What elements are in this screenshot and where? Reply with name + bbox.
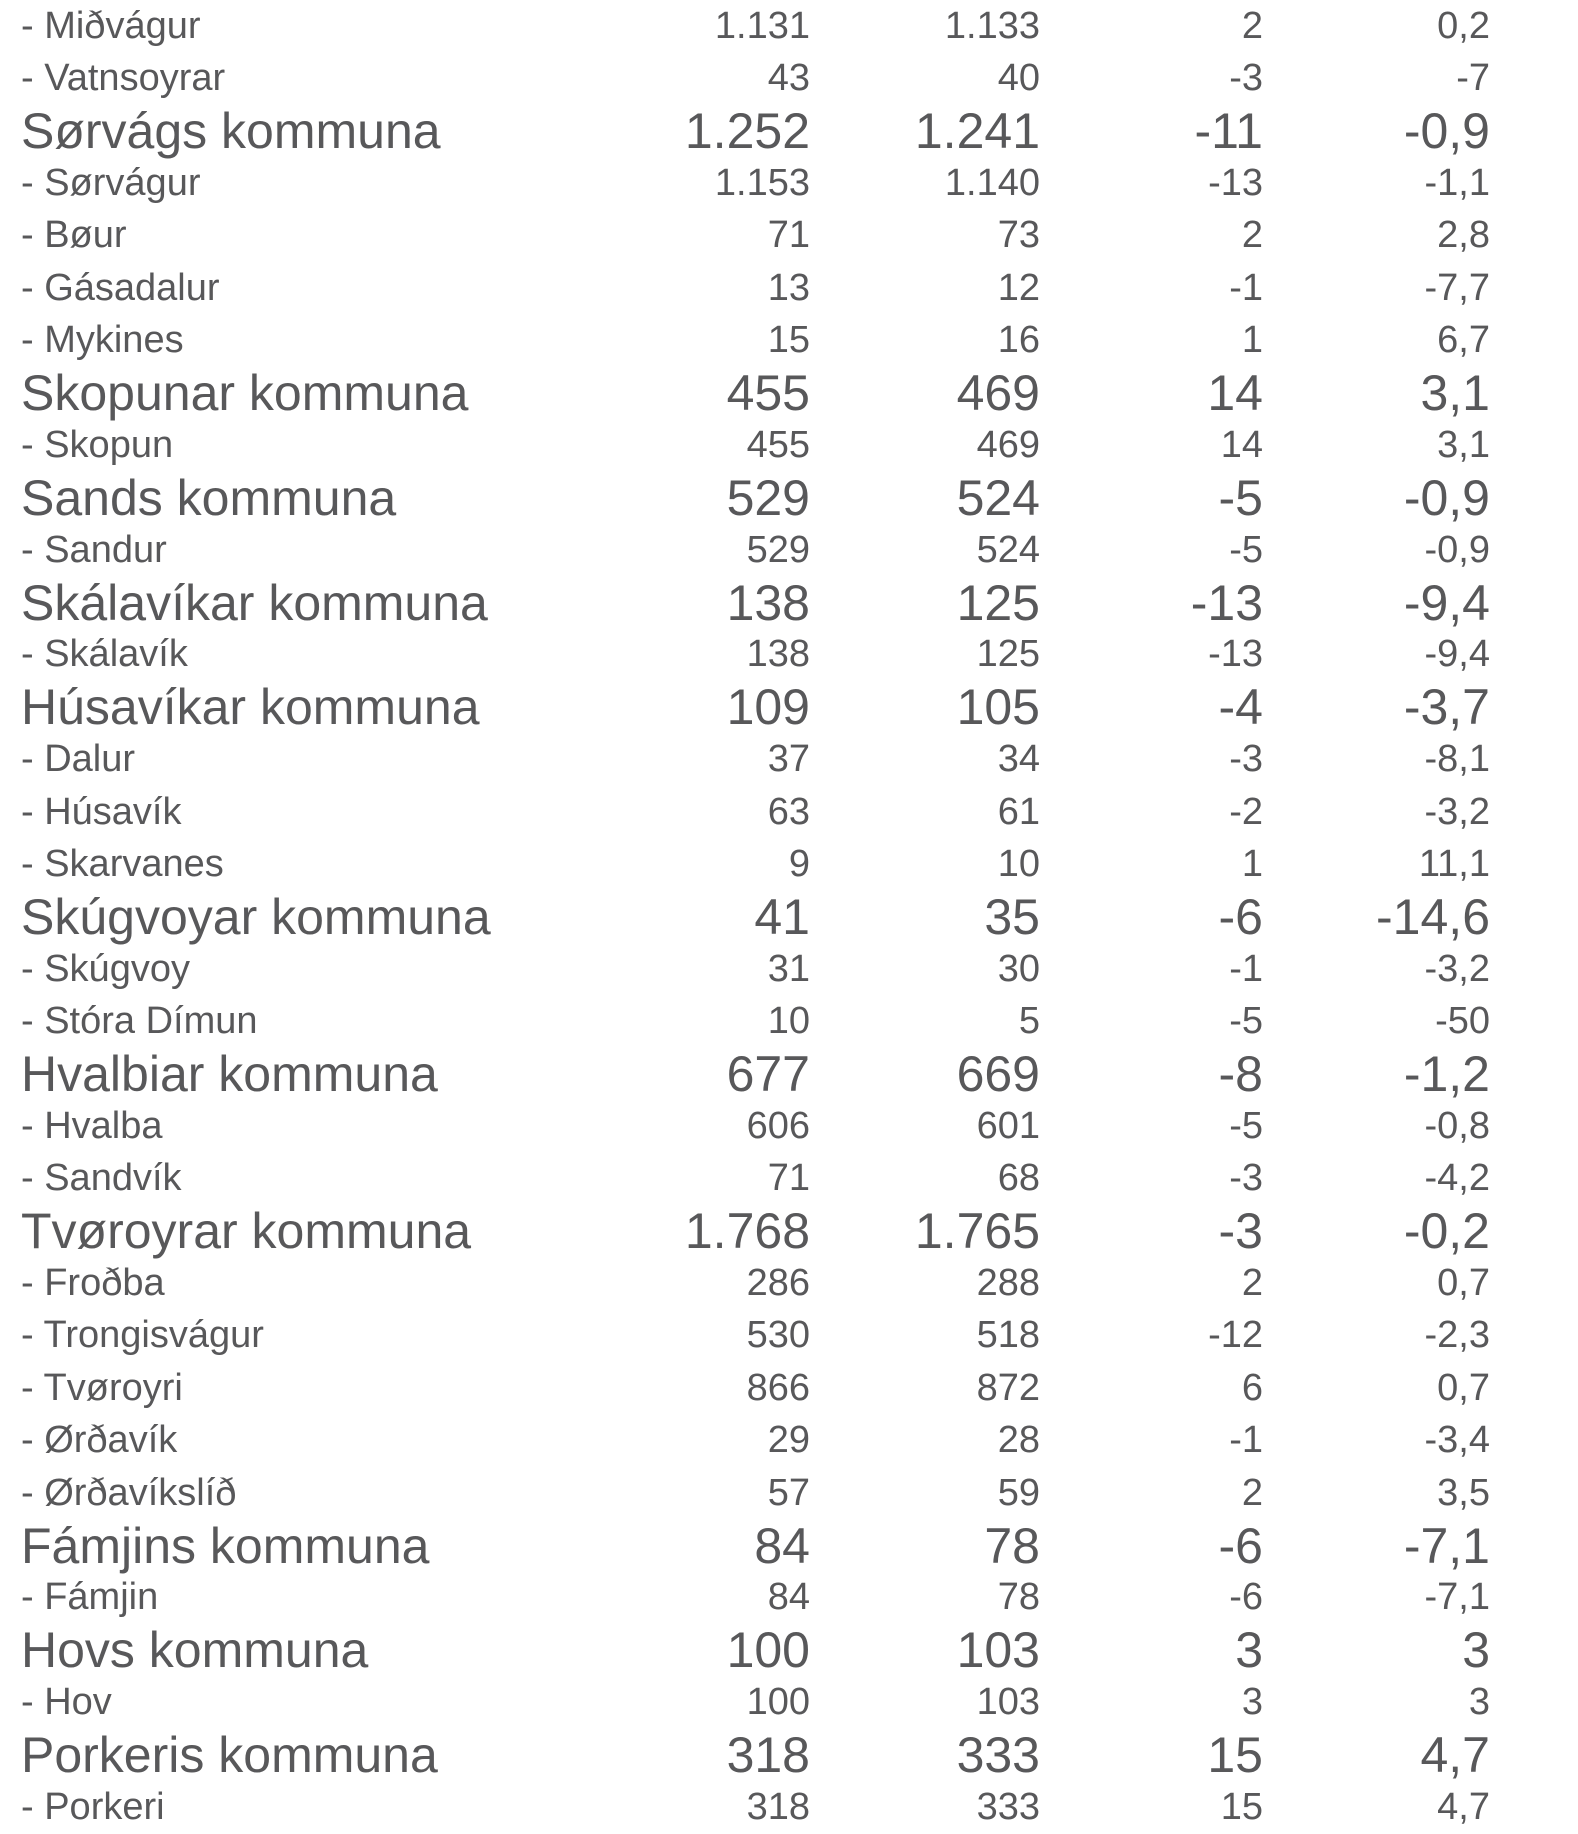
change-percent-value: 11,1 — [1418, 842, 1490, 885]
area-label: - Skopun — [21, 423, 174, 466]
population-start-value: 84 — [754, 1517, 810, 1574]
population-start-value: 10 — [767, 1000, 810, 1043]
area-label: - Hvalba — [21, 1104, 163, 1147]
change-percent-value: -3,4 — [1424, 1419, 1490, 1462]
change-percent-value: -2,3 — [1424, 1314, 1490, 1357]
population-start-value: 677 — [726, 1046, 810, 1103]
population-start-value: 1.768 — [684, 1203, 810, 1260]
change-percent-value: 3,1 — [1420, 364, 1490, 421]
change-percent-value: -3,2 — [1424, 790, 1490, 833]
population-start-value: 318 — [726, 1727, 810, 1784]
population-end-value: 125 — [956, 574, 1040, 631]
population-end-value: 288 — [976, 1262, 1040, 1305]
population-end-value: 469 — [976, 423, 1040, 466]
change-percent-value: -0,8 — [1424, 1104, 1490, 1147]
area-label: - Bøur — [21, 214, 127, 257]
change-value: 1 — [1241, 842, 1263, 885]
population-end-value: 333 — [976, 1785, 1040, 1828]
area-label: - Sandur — [21, 528, 167, 571]
population-end-value: 5 — [1018, 1000, 1040, 1043]
table-row — [0, 1467, 1578, 1519]
change-value: -13 — [1208, 161, 1263, 204]
population-start-value: 31 — [767, 947, 810, 990]
change-percent-value: -7,1 — [1424, 1576, 1490, 1619]
population-end-value: 518 — [976, 1314, 1040, 1357]
change-value: 6 — [1241, 1366, 1263, 1409]
population-start-value: 138 — [726, 574, 810, 631]
table-row — [0, 157, 1578, 209]
area-label: Skúgvoyar kommuna — [21, 888, 491, 945]
population-start-value: 63 — [767, 790, 810, 833]
change-value: -1 — [1229, 947, 1263, 990]
change-percent-value: -7 — [1456, 57, 1490, 100]
change-percent-value: 2,8 — [1437, 214, 1490, 257]
change-percent-value: -3,2 — [1424, 947, 1490, 990]
population-end-value: 40 — [997, 57, 1040, 100]
change-percent-value: 6,7 — [1437, 319, 1490, 362]
area-label: - Miðvágur — [21, 4, 201, 47]
population-end-value: 1.241 — [914, 102, 1040, 159]
area-label: Fámjins kommuna — [21, 1517, 430, 1574]
change-value: -2 — [1229, 790, 1263, 833]
change-value: 3 — [1235, 1622, 1263, 1679]
population-start-value: 455 — [746, 423, 810, 466]
area-label: Sørvágs kommuna — [21, 102, 441, 159]
table-row — [0, 524, 1578, 576]
population-start-value: 529 — [746, 528, 810, 571]
area-label: - Stóra Dímun — [21, 1000, 258, 1043]
population-start-value: 138 — [746, 633, 810, 676]
change-value: -13 — [1190, 574, 1263, 631]
population-start-value: 529 — [726, 469, 810, 526]
area-label: Skopunar kommuna — [21, 364, 469, 421]
population-end-value: 103 — [956, 1622, 1040, 1679]
population-end-value: 30 — [997, 947, 1040, 990]
table-row — [0, 888, 1578, 945]
table-row — [0, 1517, 1578, 1574]
table-row — [0, 1046, 1578, 1103]
population-end-value: 872 — [976, 1366, 1040, 1409]
area-label: - Sandvík — [21, 1157, 182, 1200]
table-row — [0, 995, 1578, 1047]
change-percent-value: -0,9 — [1424, 528, 1490, 571]
population-end-value: 78 — [984, 1517, 1040, 1574]
population-start-value: 41 — [754, 888, 810, 945]
area-label: Skálavíkar kommuna — [21, 574, 488, 631]
population-start-value: 286 — [746, 1262, 810, 1305]
population-end-value: 1.765 — [914, 1203, 1040, 1260]
table-row — [0, 679, 1578, 736]
area-label: Tvøroyrar kommuna — [21, 1203, 472, 1260]
population-end-value: 34 — [997, 738, 1040, 781]
population-start-value: 84 — [767, 1576, 810, 1619]
change-percent-value: -1,1 — [1424, 161, 1490, 204]
change-value: -3 — [1229, 57, 1263, 100]
change-value: -1 — [1229, 266, 1263, 309]
change-value: -3 — [1229, 1157, 1263, 1200]
change-value: -11 — [1194, 102, 1263, 159]
change-value: -1 — [1229, 1419, 1263, 1462]
table-row — [0, 1362, 1578, 1414]
table-row — [0, 469, 1578, 526]
population-end-value: 524 — [976, 528, 1040, 571]
table-row — [0, 262, 1578, 314]
population-end-value: 28 — [997, 1419, 1040, 1462]
change-value: 3 — [1241, 1681, 1263, 1724]
change-value: 2 — [1241, 214, 1263, 257]
area-label: Porkeris kommuna — [21, 1727, 438, 1784]
table-row — [0, 574, 1578, 631]
change-value: -5 — [1229, 1000, 1263, 1043]
population-start-value: 13 — [767, 266, 810, 309]
change-percent-value: 3,1 — [1437, 423, 1490, 466]
table-row — [0, 314, 1578, 366]
change-value: 2 — [1241, 4, 1263, 47]
table-row — [0, 364, 1578, 421]
change-percent-value: 4,7 — [1437, 1785, 1490, 1828]
area-label: Hvalbiar kommuna — [21, 1046, 438, 1103]
population-end-value: 469 — [956, 364, 1040, 421]
population-end-value: 1.140 — [944, 161, 1040, 204]
change-percent-value: -14,6 — [1376, 888, 1490, 945]
population-end-value: 125 — [976, 633, 1040, 676]
area-label: - Ørðavíkslíð — [21, 1471, 237, 1514]
area-label: - Skálavík — [21, 633, 188, 676]
area-label: - Porkeri — [21, 1785, 165, 1828]
change-percent-value: 3 — [1462, 1622, 1490, 1679]
change-value: -5 — [1218, 469, 1263, 526]
change-value: -12 — [1208, 1314, 1263, 1357]
change-percent-value: 0,2 — [1437, 4, 1490, 47]
population-start-value: 9 — [788, 842, 810, 885]
area-label: - Skarvanes — [21, 842, 224, 885]
population-end-value: 68 — [997, 1157, 1040, 1200]
change-value: -4 — [1218, 679, 1263, 736]
area-label: - Húsavík — [21, 790, 182, 833]
change-percent-value: 3 — [1468, 1681, 1490, 1724]
population-start-value: 455 — [726, 364, 810, 421]
table-row — [0, 1310, 1578, 1362]
table-row — [0, 1781, 1578, 1833]
population-end-value: 12 — [997, 266, 1040, 309]
change-value: 14 — [1220, 423, 1263, 466]
population-end-value: 103 — [976, 1681, 1040, 1724]
change-percent-value: -9,4 — [1403, 574, 1490, 631]
population-start-value: 530 — [746, 1314, 810, 1357]
change-percent-value: -9,4 — [1424, 633, 1490, 676]
change-value: -6 — [1229, 1576, 1263, 1619]
area-label: Hovs kommuna — [21, 1622, 369, 1679]
area-label: - Fámjin — [21, 1576, 159, 1619]
table-row — [0, 838, 1578, 890]
change-value: -5 — [1229, 1104, 1263, 1147]
population-end-value: 61 — [997, 790, 1040, 833]
population-end-value: 73 — [997, 214, 1040, 257]
population-end-value: 10 — [997, 842, 1040, 885]
area-label: - Tvøroyri — [21, 1366, 183, 1409]
area-label: - Gásadalur — [21, 266, 220, 309]
area-label: - Hov — [21, 1681, 112, 1724]
change-percent-value: -0,9 — [1403, 469, 1490, 526]
population-start-value: 100 — [746, 1681, 810, 1724]
table-row — [0, 786, 1578, 838]
change-value: 14 — [1207, 364, 1263, 421]
population-start-value: 29 — [767, 1419, 810, 1462]
area-label: Sands kommuna — [21, 469, 397, 526]
table-row — [0, 1153, 1578, 1205]
area-label: - Vatnsoyrar — [21, 57, 226, 100]
change-value: -6 — [1218, 1517, 1263, 1574]
population-end-value: 59 — [997, 1471, 1040, 1514]
population-start-value: 71 — [767, 1157, 810, 1200]
table-row — [0, 102, 1578, 159]
change-percent-value: -0,2 — [1403, 1203, 1490, 1260]
population-start-value: 100 — [726, 1622, 810, 1679]
table-row — [0, 943, 1578, 995]
population-end-value: 35 — [984, 888, 1040, 945]
change-percent-value: -7,7 — [1424, 266, 1490, 309]
change-value: 2 — [1241, 1471, 1263, 1514]
area-label: - Ørðavík — [21, 1419, 178, 1462]
change-value: 2 — [1241, 1262, 1263, 1305]
population-end-value: 601 — [976, 1104, 1040, 1147]
area-label: - Mykines — [21, 319, 184, 362]
population-start-value: 1.153 — [714, 161, 810, 204]
table-row — [0, 1572, 1578, 1624]
population-end-value: 1.133 — [944, 4, 1040, 47]
table-row — [0, 1677, 1578, 1729]
population-start-value: 1.252 — [684, 102, 810, 159]
population-start-value: 37 — [767, 738, 810, 781]
change-percent-value: -4,2 — [1424, 1157, 1490, 1200]
table-row — [0, 629, 1578, 681]
population-start-value: 71 — [767, 214, 810, 257]
area-label: - Sørvágur — [21, 161, 201, 204]
population-end-value: 669 — [956, 1046, 1040, 1103]
table-row — [0, 1727, 1578, 1784]
area-label: - Dalur — [21, 738, 136, 781]
change-value: 15 — [1220, 1785, 1263, 1828]
change-percent-value: 4,7 — [1420, 1727, 1490, 1784]
change-value: 1 — [1241, 319, 1263, 362]
change-percent-value: -3,7 — [1403, 679, 1490, 736]
table-row — [0, 1203, 1578, 1260]
table-row — [0, 52, 1578, 104]
table-row — [0, 210, 1578, 262]
change-percent-value: -0,9 — [1403, 102, 1490, 159]
change-value: -6 — [1218, 888, 1263, 945]
population-end-value: 16 — [997, 319, 1040, 362]
population-start-value: 15 — [767, 319, 810, 362]
area-label: Húsavíkar kommuna — [21, 679, 480, 736]
change-value: -13 — [1208, 633, 1263, 676]
population-start-value: 1.131 — [714, 4, 810, 47]
population-start-value: 606 — [746, 1104, 810, 1147]
change-percent-value: 0,7 — [1437, 1366, 1490, 1409]
population-start-value: 57 — [767, 1471, 810, 1514]
population-start-value: 109 — [726, 679, 810, 736]
table-row — [0, 419, 1578, 471]
table-row — [0, 733, 1578, 785]
change-percent-value: -50 — [1435, 1000, 1490, 1043]
population-end-value: 333 — [956, 1727, 1040, 1784]
population-end-value: 78 — [997, 1576, 1040, 1619]
population-start-value: 43 — [767, 57, 810, 100]
change-value: 15 — [1207, 1727, 1263, 1784]
area-label: - Skúgvoy — [21, 947, 190, 990]
change-percent-value: -1,2 — [1403, 1046, 1490, 1103]
change-value: -5 — [1229, 528, 1263, 571]
change-percent-value: 0,7 — [1437, 1262, 1490, 1305]
area-label: - Froðba — [21, 1262, 165, 1305]
area-label: - Trongisvágur — [21, 1314, 264, 1357]
change-percent-value: 3,5 — [1437, 1471, 1490, 1514]
population-start-value: 318 — [746, 1785, 810, 1828]
population-end-value: 105 — [956, 679, 1040, 736]
population-start-value: 866 — [746, 1366, 810, 1409]
change-value: -8 — [1218, 1046, 1263, 1103]
change-percent-value: -8,1 — [1424, 738, 1490, 781]
table-row — [0, 1622, 1578, 1679]
table-row — [0, 1415, 1578, 1467]
change-percent-value: -7,1 — [1403, 1517, 1490, 1574]
population-end-value: 524 — [956, 469, 1040, 526]
change-value: -3 — [1218, 1203, 1263, 1260]
table-row — [0, 0, 1578, 52]
change-value: -3 — [1229, 738, 1263, 781]
table-row — [0, 1100, 1578, 1152]
table-row — [0, 1257, 1578, 1309]
